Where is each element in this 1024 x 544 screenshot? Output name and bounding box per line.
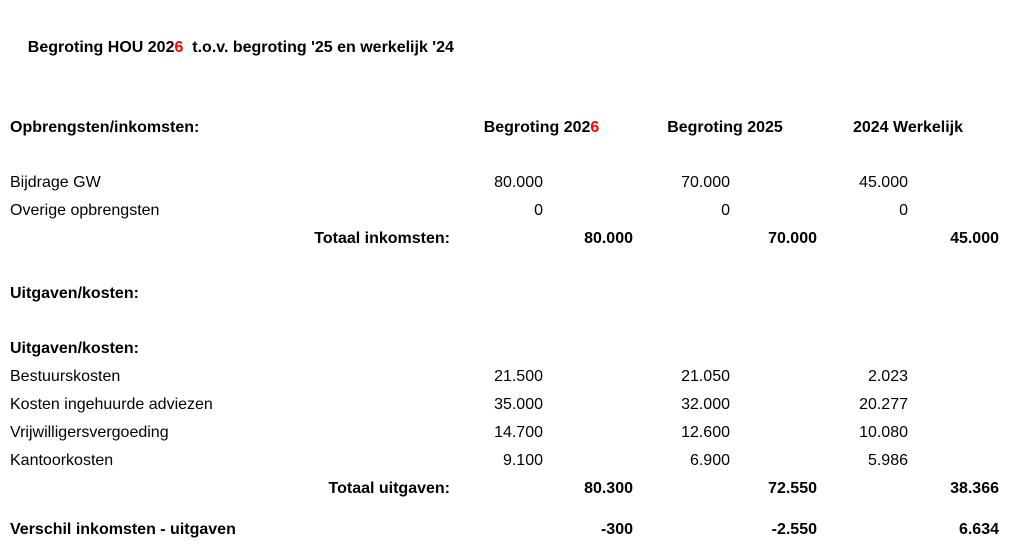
section-label-income: Opbrengsten/inkomsten: [10, 119, 200, 136]
value-begroting-2026: 14.700 [494, 424, 543, 441]
income-section [10, 169, 999, 253]
value-werkelijk-2024: 20.277 [859, 396, 908, 413]
column-header-2024-werkelijk: 2024 Werkelijk [852, 119, 963, 136]
total-begroting-2025: 72.550 [768, 480, 817, 497]
value-begroting-2025: 21.050 [681, 368, 730, 385]
value-begroting-2026: 80.000 [494, 174, 543, 191]
row-label: Overige opbrengsten [10, 202, 160, 219]
value-begroting-2025: 0 [721, 202, 730, 219]
value-begroting-2026: 0 [534, 202, 543, 219]
total-werkelijk-2024: 38.366 [950, 480, 999, 497]
total-label: Totaal uitgaven: [328, 480, 450, 497]
row-label: Kosten ingehuurde adviezen [10, 396, 213, 413]
total-begroting-2025: 70.000 [768, 230, 817, 247]
total-werkelijk-2024: 45.000 [950, 230, 999, 247]
value-begroting-2026: 21.500 [494, 368, 543, 385]
total-begroting-2026: 80.000 [584, 230, 633, 247]
total-label: Totaal inkomsten: [314, 230, 450, 247]
value-begroting-2026: 9.100 [502, 452, 543, 469]
column-header-row [10, 114, 999, 142]
page-title-prefix: Begroting HOU 202 [27, 39, 175, 56]
value-begroting-2025: 70.000 [681, 174, 730, 191]
row-label: Kantoorkosten [10, 452, 114, 469]
column-header-2026-highlight: 6 [590, 119, 600, 136]
page-title-suffix: t.o.v. begroting '25 en werkelijk '24 [183, 39, 454, 56]
value-begroting-2026: 35.000 [494, 396, 543, 413]
row-label: Vrijwilligersvergoeding [10, 424, 169, 441]
table-row-totaal-uitgaven [10, 475, 999, 503]
result-label: Verschil inkomsten - uitgaven [10, 521, 236, 538]
row-label: Bijdrage GW [10, 174, 101, 191]
value-werkelijk-2024: 2.023 [867, 368, 908, 385]
value-werkelijk-2024: 5.986 [867, 452, 908, 469]
value-begroting-2025: 6.900 [689, 452, 730, 469]
result-begroting-2026: -300 [600, 521, 633, 538]
page-title-highlight: 6 [174, 39, 184, 56]
expenses-section [10, 363, 999, 503]
column-header-2026-prefix: Begroting 202 [483, 119, 591, 136]
section-label-expenses-1: Uitgaven/kosten: [10, 285, 139, 302]
column-header-begroting-2026 [450, 114, 633, 142]
result-werkelijk-2024: 6.634 [958, 521, 999, 538]
value-werkelijk-2024: 10.080 [859, 424, 908, 441]
page-title [10, 6, 999, 90]
value-werkelijk-2024: 0 [899, 202, 908, 219]
row-label: Bestuurskosten [10, 368, 121, 385]
section-heading-uitgaven-2 [10, 335, 999, 363]
value-begroting-2025: 32.000 [681, 396, 730, 413]
value-begroting-2025: 12.600 [681, 424, 730, 441]
table-row-kantoorkosten [10, 447, 999, 475]
table-row-vrijwilligersvergoeding [10, 419, 999, 447]
value-werkelijk-2024: 45.000 [859, 174, 908, 191]
table-row-verschil [10, 516, 999, 544]
table-row-bijdrage-gw [10, 169, 999, 197]
result-begroting-2025: -2.550 [771, 521, 817, 538]
table-row-kosten-ingehuurde-adviezen [10, 391, 999, 419]
section-heading-uitgaven-1 [10, 280, 999, 308]
table-row-totaal-inkomsten [10, 225, 999, 253]
section-label-expenses-2: Uitgaven/kosten: [10, 340, 139, 357]
table-row-overige-opbrengsten [10, 197, 999, 225]
total-begroting-2026: 80.300 [584, 480, 633, 497]
table-row-bestuurskosten [10, 363, 999, 391]
column-header-begroting-2025: Begroting 2025 [667, 119, 783, 136]
